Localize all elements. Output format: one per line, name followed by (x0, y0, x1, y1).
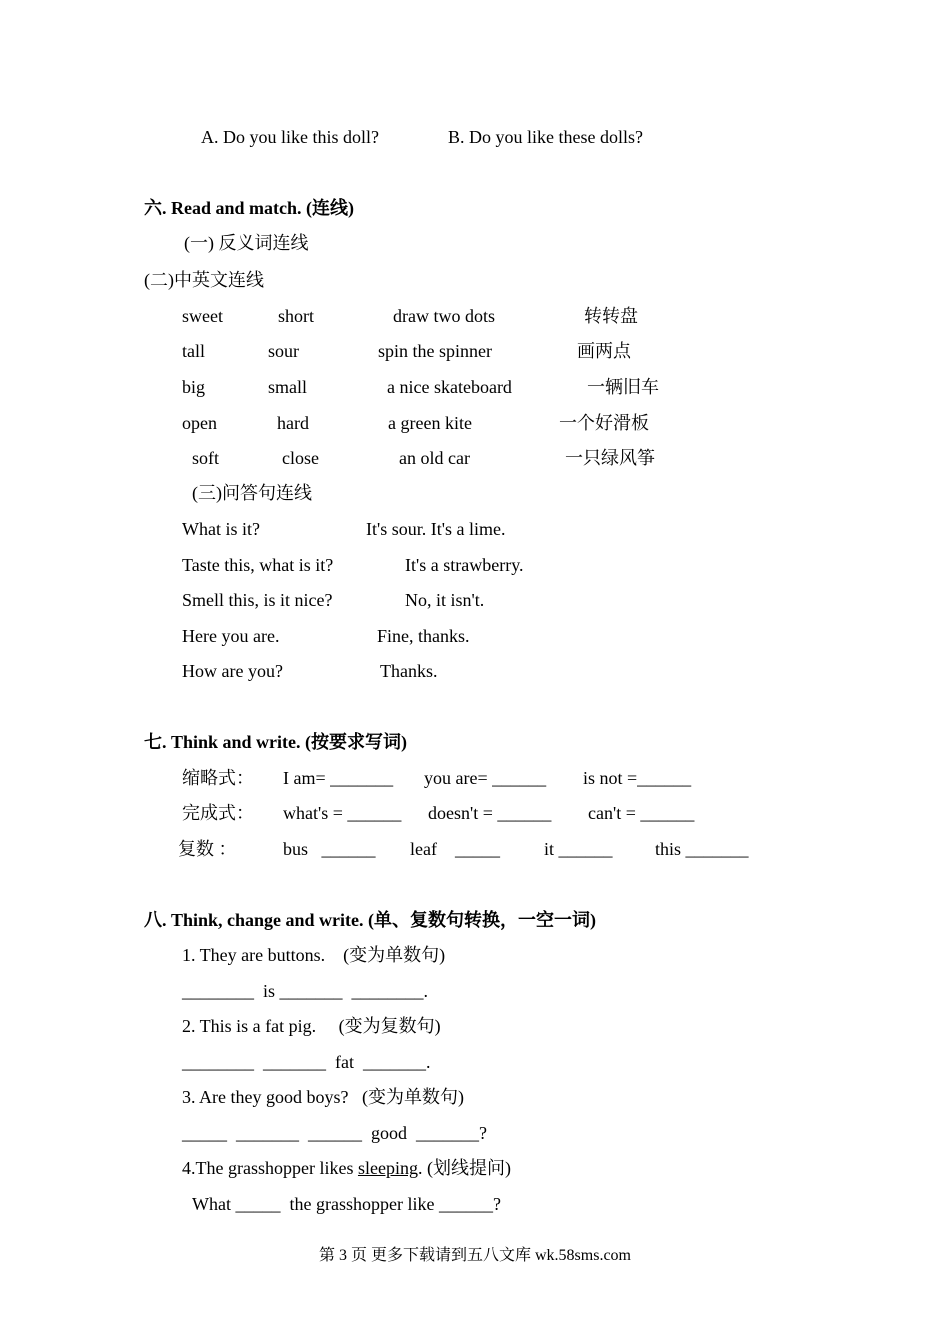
page-footer: 第 3 页 更多下载请到五八文库 wk.58sms.com (318, 1247, 631, 1264)
row-label: 完成式： (182, 803, 254, 823)
qa-answer: No, it isn't. (405, 590, 485, 610)
blank-item: leaf _____ (410, 839, 500, 859)
section6-title: 六. Read and match. (连线) (144, 198, 354, 218)
qa-answer: Fine, thanks. (377, 626, 470, 646)
qa-question: Smell this, is it nice? (182, 590, 333, 610)
match-cell: 一只绿风筝 (565, 448, 655, 468)
q1-text: 1. They are buttons. (变为单数句) (182, 945, 446, 965)
match-cell: small (268, 377, 307, 397)
q4-underlined-word: sleeping (357, 1158, 418, 1178)
qa-question: What is it? (182, 519, 260, 539)
qa-answer: It's a strawberry. (405, 555, 524, 575)
qa-question: How are you? (182, 661, 283, 681)
section8-title: 八. Think, change and write. (单、复数句转换，一空一词) (144, 910, 597, 930)
blank-item: can't = ______ (588, 803, 695, 823)
q5-option-a: A. Do you like this doll? (201, 127, 379, 147)
blank-item: I am= _______ (283, 768, 394, 788)
match-cell: short (278, 306, 314, 326)
qa-answer: Thanks. (380, 661, 438, 681)
match-cell: open (182, 413, 217, 433)
match-cell: 一辆旧车 (587, 377, 659, 397)
section6-sub2: (二)中英文连线 (144, 270, 264, 290)
q4-text-post: . (划线提问) (417, 1158, 511, 1178)
blank-item: you are= ______ (424, 768, 547, 788)
match-cell: sour (268, 341, 299, 361)
q5-option-b: B. Do you like these dolls? (448, 127, 643, 147)
q4-text-pre: 4.The grasshopper likes (182, 1158, 358, 1178)
section7-title: 七. Think and write. (按要求写词) (144, 732, 408, 752)
blank-item: this _______ (655, 839, 749, 859)
blank-item: doesn't = ______ (428, 803, 552, 823)
match-cell: close (282, 448, 319, 468)
row-label: 复数 ： (178, 839, 237, 859)
blank-item: is not =______ (583, 768, 692, 788)
section6-sub1: (一) 反义词连线 (184, 233, 309, 253)
q2-answer-line: ________ _______ fat _______. (182, 1052, 431, 1072)
match-cell: tall (182, 341, 205, 361)
q1-answer-line: ________ is _______ ________. (182, 981, 429, 1001)
match-cell: hard (277, 413, 309, 433)
row-label: 缩略式： (182, 768, 254, 788)
qa-question: Here you are. (182, 626, 280, 646)
match-cell: a nice skateboard (387, 377, 512, 397)
qa-question: Taste this, what is it? (182, 555, 334, 575)
match-cell: 转转盘 (584, 306, 638, 326)
section6-sub3: (三)问答句连线 (192, 483, 312, 503)
match-cell: draw two dots (393, 306, 495, 326)
match-cell: sweet (182, 306, 223, 326)
q3-text: 3. Are they good boys? (变为单数句) (182, 1087, 464, 1107)
match-cell: 一个好滑板 (559, 413, 649, 433)
match-cell: 画两点 (577, 341, 631, 361)
match-cell: a green kite (388, 413, 472, 433)
q3-answer-line: _____ _______ ______ good _______? (182, 1123, 487, 1143)
q4-text (182, 1157, 511, 1179)
q4-answer-line: What _____ the grasshopper like ______? (192, 1194, 501, 1214)
match-cell: an old car (399, 448, 470, 468)
blank-item: bus ______ (283, 839, 376, 859)
blank-item: it ______ (544, 839, 613, 859)
qa-answer: It's sour. It's a lime. (366, 519, 506, 539)
q2-text: 2. This is a fat pig. (变为复数句) (182, 1016, 441, 1036)
match-cell: spin the spinner (378, 341, 492, 361)
match-cell: soft (192, 448, 219, 468)
blank-item: what's = ______ (283, 803, 402, 823)
match-cell: big (182, 377, 206, 397)
